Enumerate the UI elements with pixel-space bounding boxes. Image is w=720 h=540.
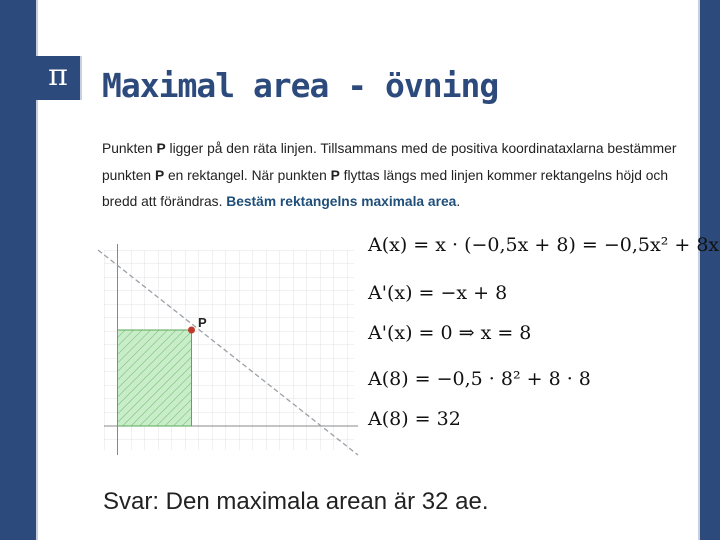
point-p-ref-3: P	[330, 167, 340, 183]
pi-logo-icon: π	[36, 56, 82, 100]
point-p-ref-2: P	[154, 167, 165, 183]
intro-text-end: .	[456, 194, 461, 209]
slide-title: Maximal area - övning	[102, 66, 499, 105]
intro-text-3: en rektangel. När punkten	[164, 167, 331, 183]
intro-text-2: ligger på den räta linjen. Tillsammans med de positiva koordinataxlarna bestämmer punkten	[102, 141, 677, 183]
point-p-marker	[188, 327, 195, 334]
task-highlight: Bestäm rektangelns maximala area	[226, 194, 457, 209]
answer-text: Svar: Den maximala arean är 32 ae.	[103, 488, 489, 515]
intro-text-4: flyttas längs med linjen kommer rektangelns höjd och bredd att förändras.	[102, 167, 669, 209]
right-edge-bar	[700, 0, 720, 540]
point-p-label: P	[198, 315, 207, 330]
rectangle-area	[118, 330, 192, 426]
formula-area-result: A(8) = 32	[368, 408, 461, 430]
formula-area-at-8: A(8) = −0,5 · 8² + 8 · 8	[368, 368, 591, 390]
formula-derivative-zero: A'(x) = 0 ⇒ x = 8	[368, 322, 532, 344]
formula-block	[368, 230, 720, 440]
left-sidebar-bar	[0, 0, 36, 540]
coordinate-graph	[96, 240, 360, 460]
right-edge-divider	[698, 0, 700, 540]
formula-derivative: A'(x) = −x + 8	[368, 282, 508, 304]
problem-text	[102, 136, 692, 216]
intro-text-1: Punkten	[102, 141, 157, 156]
formula-area-function: A(x) = x · (−0,5x + 8) = −0,5x² + 8x	[368, 234, 720, 256]
point-p-ref-1: P	[156, 141, 166, 156]
